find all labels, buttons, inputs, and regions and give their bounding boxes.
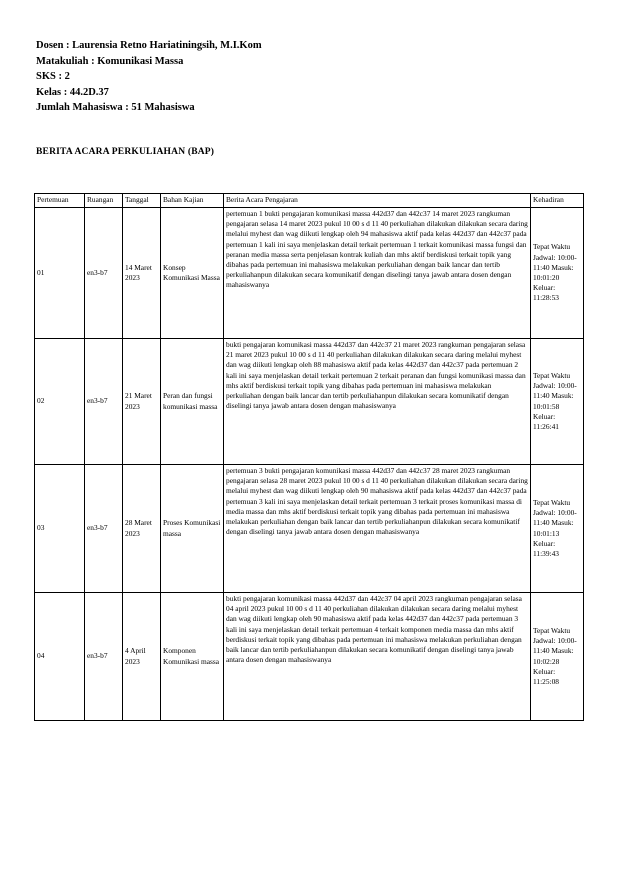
cell-tanggal: 4 April 2023 — [123, 593, 161, 721]
col-header-bahan-kajian: Bahan Kajian — [161, 194, 224, 208]
cell-kehadiran: Tepat Waktu Jadwal: 10:00-11:40 Masuk: 10:02:28 Keluar: 11:25:08 — [531, 593, 584, 721]
cell-berita-acara: bukti pengajaran komunikasi massa 442d37 dan 442c37 21 maret 2023 rangkuman pengajaran selasa 21 maret 2023 pukul 10 00 s d 11 40 perkuliahan dilakukan dilakukan secara daring melalui myhest dan wag diikuti lengkap oleh 88 mahasiswa aktif pada kelas 442d37 dan 442c37 pada pertemuan 2 kali ini saya menjelaskan detail terkait pertemuan 2 terkait peranan dan fungsi komunikasi massa dan mhs aktif berdiskusi terkait topik yang dibahas pada pertemuan ini mahasiswa melakukan perkuliahan dengan baik lancar dan tertib perkuliahanpun dilakukan secara komunikatif dengan diselingi tanya jawab antara dosen dengan mahasiswanya — [224, 339, 531, 465]
table-row — [35, 465, 584, 593]
cell-pertemuan: 01 — [35, 208, 85, 339]
cell-tanggal: 28 Maret 2023 — [123, 465, 161, 593]
section-title: BERITA ACARA PERKULIAHAN (BAP) — [36, 147, 215, 157]
table-row — [35, 339, 584, 465]
col-header-tanggal: Tanggal — [123, 194, 161, 208]
cell-pertemuan: 04 — [35, 593, 85, 721]
cell-tanggal: 14 Maret 2023 — [123, 208, 161, 339]
header-kelas: Kelas : 44.2D.37 — [36, 86, 109, 98]
cell-ruangan: en3-b7 — [85, 208, 123, 339]
cell-berita-acara: bukti pengajaran komunikasi massa 442d37 dan 442c37 04 april 2023 rangkuman pengajaran selasa 04 april 2023 pukul 10 00 s d 11 40 perkuliahan dilakukan dilakukan secara daring melalui myhest dan wag diikuti lengkap oleh 90 mahasiswa aktif pada kelas 442d37 dan 442c37 pada pertemuan 3 kali ini saya menjelaskan detail terkait pertemuan 4 terkait komponen media massa dan mhs aktif berdiskusi terkait topik yang dibahas pada pertemuan ini mahasiswa melakukan perkuliahan dengan baik lancar dan tertib perkuliahanpun dilakukan secara komunikatif dengan diselingi tanya jawab antara dosen dengan mahasiswanya — [224, 593, 531, 721]
cell-tanggal: 21 Maret 2023 — [123, 339, 161, 465]
cell-ruangan: en3-b7 — [85, 339, 123, 465]
cell-pertemuan: 02 — [35, 339, 85, 465]
document-header — [36, 38, 262, 116]
cell-bahan-kajian: Komponen Komunikasi massa — [161, 593, 224, 721]
cell-berita-acara: pertemuan 3 bukti pengajaran komunikasi massa 442d37 dan 442c37 28 maret 2023 rangkuman pengajaran selasa 28 maret 2023 pukul 10 00 s d 11 40 perkuliahan dilakukan dilakukan secara daring melalui myhest dan wag diikuti lengkap oleh 90 mahasiswa aktif pada kelas 442d37 dan 442c37 pada pertemuan 3 kali ini saya menjelaskan detail terkait pertemuan 3 terkait proses komunikasi massa di media massa dan mhs aktif berdiskusi terkait topik yang dibahas pada pertemuan ini mahasiswa melakukan perkuliahan dengan baik lancar dan tertib perkuliahanpun dilakukan secara komunikatif dengan diselingi tanya jawab antara dosen dengan mahasiswanya — [224, 465, 531, 593]
col-header-berita-acara: Berita Acara Pengajaran — [224, 194, 531, 208]
cell-kehadiran: Tepat Waktu Jadwal: 10:00-11:40 Masuk: 10:01:13 Keluar: 11:39:43 — [531, 465, 584, 593]
header-jumlah-mahasiswa: Jumlah Mahasiswa : 51 Mahasiswa — [36, 102, 195, 114]
col-header-kehadiran: Kehadiran — [531, 194, 584, 208]
cell-kehadiran: Tepat Waktu Jadwal: 10:00-11:40 Masuk: 10:01:20 Keluar: 11:28:53 — [531, 208, 584, 339]
col-header-ruangan: Ruangan — [85, 194, 123, 208]
cell-bahan-kajian: Peran dan fungsi komunikasi massa — [161, 339, 224, 465]
cell-bahan-kajian: Proses Komunikasi massa — [161, 465, 224, 593]
cell-pertemuan: 03 — [35, 465, 85, 593]
cell-kehadiran: Tepat Waktu Jadwal: 10:00-11:40 Masuk: 10:01:58 Keluar: 11:26:41 — [531, 339, 584, 465]
cell-ruangan: en3-b7 — [85, 593, 123, 721]
bap-table — [34, 193, 584, 721]
cell-bahan-kajian: Konsep Komunikasi Massa — [161, 208, 224, 339]
header-dosen: Dosen : Laurensia Retno Hariatiningsih, M.I.Kom — [36, 40, 262, 51]
table-row — [35, 593, 584, 721]
table-row — [35, 208, 584, 339]
cell-ruangan: en3-b7 — [85, 465, 123, 593]
header-sks: SKS : 2 — [36, 71, 70, 83]
header-matakuliah: Matakuliah : Komunikasi Massa — [36, 55, 184, 67]
table-header-row — [35, 194, 584, 208]
col-header-pertemuan: Pertemuan — [35, 194, 85, 208]
cell-berita-acara: pertemuan 1 bukti pengajaran komunikasi massa 442d37 dan 442c37 14 maret 2023 rangkuman pengajaran selasa 14 maret 2023 pukul 10 00 s d 11 40 perkuliahan dilakukan dilakukan secara daring melalui myhest dan wag diikuti lengkap oleh 94 mahasiswa aktif pada kelas 442d37 dan 442c37 pada pertemuan 1 kali ini saya menjelaskan detail terkait pertemuan 1 terkait komunikasi massa fungsi dan peranan media massa serta penjelasan kontrak kuliah dan mhs aktif berdiskusi terkait topik yang dibahas pada pertemuan ini mahasiswa melakukan perkuliahan dengan baik lancar dan tertib perkuliahanpun dilakukan secara komunikatif dengan diselingi tanya jawab antara dosen dengan mahasiswanya — [224, 208, 531, 339]
